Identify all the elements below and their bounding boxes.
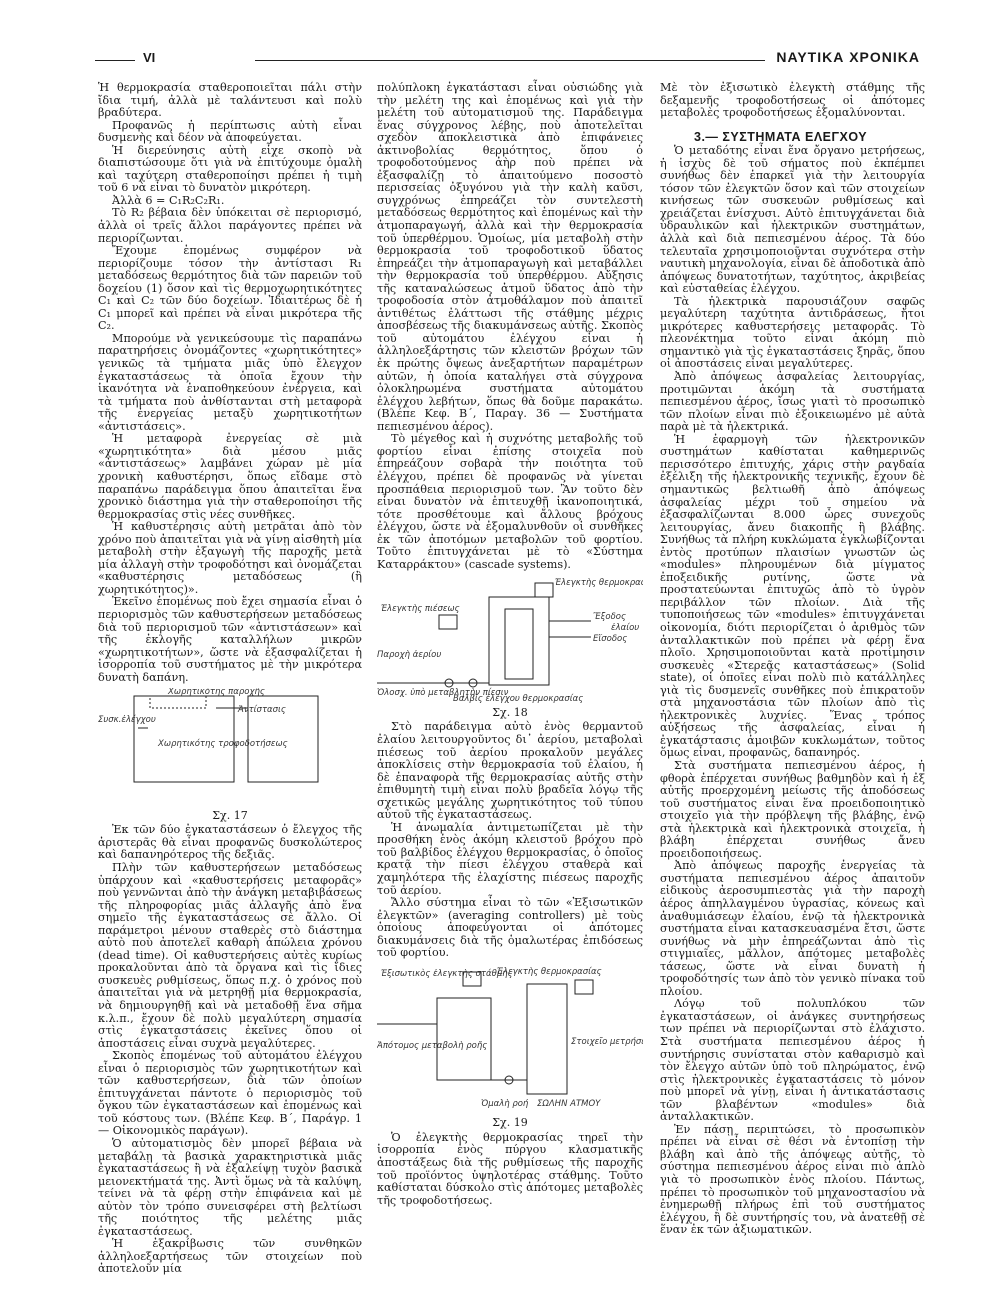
figure-19: [377, 964, 643, 1130]
fig18-label: Ὁλοσχ. ὑπὸ μεταβλητὴν πίεσιν: [377, 688, 509, 699]
fig18-label: ἐλαίου: [611, 623, 640, 634]
paragraph: Ἡ θερμοκρασία σταθεροποιεῖται πάλι στὴν ἴδια τιμή, ἀλλὰ μὲ ταλάντευσι καὶ πολὺ βραδύτερα.: [98, 81, 362, 120]
paragraph: Στὰ συστήματα πεπιεσμένου ἀέρος, ἡ φθορὰ ἐπέρχεται συνήθως βαθμηδὸν καὶ ἡ ἐξ αὐτῆς προερχομένη μείωσις τῆς ἀποδόσεως τοῦ συστήματος εἶναι ἕνα προειδοποιητικὸ στοιχεῖο γιὰ τὴν πρόβλεψη τῆς βλάβης, ἐνῷ στὰ ἠλεκτρικὰ καὶ ἠλεκτρονικὰ στοιχεῖα, ἡ βλάβη ἐπέρχεται συνήθως ἄνευ προειδοποιήσεως.: [660, 758, 925, 860]
paragraph: Ἡ ἐξακρίβωσις τῶν συνθηκῶν ἀλληλοεξαρτήσεως τῶν στοιχείων ποὺ ἀποτελοῦν μία: [98, 1237, 362, 1276]
column-1: [98, 82, 362, 1276]
figure-18: [377, 575, 643, 719]
paragraph: Λόγῳ τοῦ πολυπλόκου τῶν ἐγκαταστάσεων, οἱ ἀνάγκες συντηρήσεως των πρέπει νὰ περιορίζωνται στὸ ἐλάχιστο. Στὰ συστήματα πεπιεσμένου ἀέρος ἡ συντήρησις συνίσταται στὸν καθαρισμὸ καὶ τὸν ἔλεγχο αὐτῶν ὑπὸ τοῦ πληρώματος, ἐνῷ στὶς ἠλεκτρονικὲς ἐγκαταστάσεις τὸ μόνον ποὺ μπορεῖ νὰ γίνῃ, εἶναι ἡ ἀντικατάστασις τῶν βλαβέντων «modules» διὰ ἀνταλλακτικῶν.: [660, 997, 925, 1124]
paragraph: Ὁ μεταδότης εἶναι ἕνα ὄργανο μετρήσεως, ἡ ἰσχὺς δὲ τοῦ σήματος ποὺ ἐκπέμπει συνήθως δὲν ἐπαρκεῖ γιὰ τὴν λειτουργία τόσον τῶν ἐλεγκτῶν ὅσον καὶ τῶν στοιχείων κινήσεως τῶν συσκευῶν ρυθμίσεως καὶ χρειάζεται ἐνίσχυσι. Αὐτὸ ἐπιτυγχάνεται διὰ ὑδραυλικῶν καὶ ἠλεκτρικῶν συστημάτων, ἀλλὰ καὶ διὰ πεπιεσμένου ἀέρος. Τὰ δύο τελευταῖα χρησιμοποιοῦνται συχνότερα στὴν ναυτικὴ μηχανολογία, εἶναι δὲ ἀποδοτικὰ ἀπὸ ἀπόψεως δυνατοτήτων, ταχύτητος, ἀκριβείας καὶ εὐσταθείας ἐλέγχου.: [660, 144, 925, 296]
paragraph: Ὁ ἐλεγκτὴς θερμοκρασίας τηρεῖ τὴν ἰσορροπία ἑνὸς πύργου κλασματικῆς ἀποστάξεως διὰ τῆς ρυθμίσεως τῆς παροχῆς τοῦ προϊόντος ὑψηλοτέρας στάθμης. Τοῦτο καθίσταται δύσκολο στὶς ἀπότομες μεταβολὲς τῆς τροφοδοτήσεως.: [377, 1130, 643, 1207]
fig19-label: ΣΩΛΗΝ ΑΤΜΟΥ: [537, 1098, 601, 1109]
paragraph: Προφανῶς ἡ περίπτωσις αὐτὴ εἶναι δυσμενὴς καὶ δέον νὰ ἀποφεύγεται.: [98, 118, 362, 145]
paragraph: Ἀπὸ ἀπόψεως ἀσφαλείας λειτουργίας, προτιμῶνται ἀκόμη τὰ συστήματα πεπιεσμένου ἀέρος, ἴσως γιατὶ τὸ προσωπικὸ τῶν πλοίων εἶναι πιὸ ἐξοικειωμένο μὲ αὐτὰ παρὰ μὲ τὰ ἠλεκτρικά.: [660, 370, 925, 434]
paragraph: Ἐν πάσῃ περιπτώσει, τὸ προσωπικὸν πρέπει νὰ εἶναι σὲ θέσι νὰ ἐντοπίσῃ τὴν βλάβη καὶ ἀπὸ τῆς ἀπόψεως αὐτῆς, τὸ σύστημα πεπιεσμένου ἀέρος εἶναι πιὸ ἁπλὸ γιὰ τὸ προσωπικὸν ἑνὸς πλοίου. Πάντως, πρέπει τὸ προσωπικὸν τοῦ μηχανοστασίου νὰ ἐνημερωθῇ πλήρως ἐπὶ τοῦ συστήματος ἐλέγχου, ἢ δὲ συντήρησίς του, νὰ ἀνατεθῇ σὲ ἕναν ἐκ τῶν ἀξιωματικῶν.: [660, 1122, 925, 1237]
figure-17: [98, 688, 362, 822]
column-tower: [527, 984, 567, 1094]
figure-caption: Σχ. 17: [212, 808, 248, 822]
paragraph: Ἄλλο σύστημα εἶναι τὸ τῶν «Ἐξισωτικῶν ἐλεγκτῶν» (averaging controllers) μὲ τοὺς ὁποίους ἀποφεύγονται οἱ ἀπότομες διακυμάνσεις διὰ τῆς ὁμαλωτέρας ἐπιδόσεως τοῦ φορτίου.: [377, 896, 643, 960]
fig17-label: Χωρητικότης παροχῆς: [168, 688, 265, 698]
paragraph: Μὲ τὸν ἐξισωτικὸ ἐλεγκτὴ στάθμης τῆς δεξαμενῆς τροφοδοτήσεως οἱ ἀπότομες μεταβολὲς τροφοδοτήσεως ἐξομαλύνονται.: [660, 81, 925, 120]
paragraph: Ἀπὸ ἀπόψεως παροχῆς ἐνεργείας τὰ συστήματα πεπιεσμένου ἀέρος ἀπαιτοῦν εἰδικοὺς ἀεροσυμπιεστὰς γιὰ τὴν παροχὴ ἀέρος ἀπηλλαγμένου ὑγρασίας, κόνεως καὶ ἀναθυμιάσεων ἐλαίου, ἐνῷ τὰ ἠλεκτρονικὰ συστήματα εἶναι κατασκευασμένα ἔτσι, ὥστε συνήθως νὰ μὴν ἐπηρεάζωνται ἀπὸ τὶς στιγμιαῖες, μᾶλλον, ἀπότομες μεταβολὲς τάσεως, ὥστε νὰ εἶναι δυνατὴ ἡ τροφοδότησίς των ἀπὸ τὸν γενικὸ πίνακα τοῦ πλοίου.: [660, 859, 925, 998]
figure-19-diagram: [377, 964, 643, 1114]
paragraph: Ἡ ἐφαρμογὴ τῶν ἠλεκτρονικῶν συστημάτων καθίσταται καθημερινῶς περισσότερο ἐπιτυχής, χάρις στὴν ραγδαία ἐξέλιξη τῆς ἠλεκτρονικῆς τεχνικῆς, ἔχουν δὲ σημαντικῶς βελτιωθῆ ἀπὸ ἀπόψεως ἀσφαλείας μέχρι τοῦ σημείου νὰ ἐξασφαλίζωνται 8.000 ὧρες συνεχοῦς λειτουργίας, ἄνευ διακοπῆς ἢ βλάβης. Συνήθως τὰ πλήρη κυκλώματα ἐγκλωβίζονται ἐντὸς προτύπων πλαισίων γνωστῶν ὡς «modules» πληρουμένων διὰ μίγματος ἐποξειδικῆς ρυτίνης, ὥστε νὰ προστατεύωνται ἐπιτυχῶς ἀπὸ τὸ ὑγρὸν περιβάλλον τῶν πλοίων. Διὰ τῆς τυποποιήσεως τῶν «modules» ἐπιτυγχάνεται οἰκονομία, διότι περιορίζεται ὁ ἀριθμὸς τῶν ἀνταλλακτικῶν ποὺ πρέπει νὰ φέρῃ ἕνα πλοῖο. Χρησιμοποιοῦνται κατὰ προτίμησιν συσκευὲς «Στερεᾶς καταστάσεως» (Solid state), οἱ ὁποῖες εἶναι πολὺ πιὸ κατάλληλες γιὰ τὶς δυσμενεῖς συνθῆκες ποὺ ἐπικρατοῦν στὰ μηχανοστάσια τῶν πλοίων ἀπὸ τὶς ἠλεκτρονικὲς λυχνίες. Ἕνας τρόπος αὐξήσεως τῆς ἀσφαλείας, εἶναι ἡ ἐγκατάστασις ἀμοιβῶν κυκλωμάτων, τοῦτος ὅμως εἶναι, προφανῶς, δαπανηρός.: [660, 432, 925, 760]
pressure-controller: [439, 615, 457, 629]
fig18-label: Ἐλεγκτὴς θερμοκρα: [555, 578, 641, 589]
temp-controller: [575, 980, 593, 994]
header-rule-left: [95, 60, 135, 61]
figure-caption: Σχ. 19: [492, 1116, 528, 1130]
fig17-label: Ἀντίστασις: [238, 705, 286, 716]
column-2: [377, 82, 643, 1207]
fig19-label: Στοιχεῖο μετρήσ: [571, 1036, 642, 1047]
journal-title: ΝΑΥΤΙΚΑ ΧΡΟΝΙΚΑ: [776, 49, 920, 65]
fig19-label: Ἀπότομος μεταβολὴ ροῆς: [377, 1040, 488, 1051]
paragraph: Τὸ μέγεθος καὶ ἡ συχνότης μεταβολῆς τοῦ φορτίου εἶναι ἐπίσης στοιχεῖα ποὺ ἐπηρεάζουν σοβαρὰ τὴν ποιότητα τοῦ ἐλέγχου, πρέπει δὲ προφανῶς νὰ γίνεται προσπάθεια περιορισμοῦ των. Ἂν τοῦτο δὲν εἶναι δυνατὸν νὰ ἐπιτευχθῇ ἱκανοποιητικά, τότε προσθέτουμε καὶ ἄλλους βρόχους ἐλέγχου, ὥστε νὰ ἐξομαλυνθοῦν οἱ συνθῆκες ἐκ τῶν ἀποτόμων μεταβολῶν τοῦ φορτίου. Τοῦτο ἐπιτυγχάνεται μὲ τὸ «Σύστημα Καταρράκτου» (cascade systems).: [377, 432, 643, 571]
header-rule-right: [255, 60, 765, 61]
paragraph: Ἐκ τῶν δύο ἐγκαταστάσεων ὁ ἔλεγχος τῆς ἀριστερᾶς θὰ εἶναι προφανῶς δυσκολώτερος καὶ δαπανηρότερος τῆς δεξιᾶς.: [98, 823, 362, 862]
paragraph: Τὰ ἠλεκτρικὰ παρουσιάζουν σαφῶς μεγαλύτερη ταχύτητα ἀντιδράσεως, ἤτοι μικρότερες καθυστερήσεις μεταφορᾶς. Τὸ πλεονέκτημα τοῦτο εἶναι ἀκόμη πιὸ σημαντικὸ γιὰ τὶς ἐγκαταστάσεις ξηρᾶς, ὅπου οἱ ἀποστάσεις εἶναι μεγαλύτερες.: [660, 294, 925, 371]
running-header: [95, 48, 920, 74]
fig18-label: Ἔξοδος: [593, 612, 626, 623]
heater-coil: [505, 609, 533, 679]
figure-17-diagram: [98, 688, 362, 806]
page-number: VI: [143, 50, 156, 65]
paragraph: Πλὴν τῶν καθυστερήσεων μεταδόσεως ὑπάρχουν καὶ «καθυστερήσεις μεταφορᾶς» ποὺ γεννῶνται ἀπὸ τὴν ἀνάγκη μεταβιβάσεως τῆς πληροφορίας μιᾶς ἀλλαγῆς ἀπὸ ἕνα σημεῖο τῆς ἐγκαταστάσεως σὲ ἄλλο. Οἱ παράμετροι μένουν σταθερὲς στὸ διάστημα αὐτὸ ποὺ ἀποτελεῖ καθαρὴ ἀπώλεια χρόνου (dead time). Οἱ καθυστερήσεις αὐτὲς κυρίως προκαλοῦνται ἀπὸ τὰ ὄργανα καὶ τὶς ἴδιες συσκευὲς ρυθμίσεως, ὅπως π.χ. ὁ χρόνος ποὺ ἀπαιτεῖται γιὰ νὰ μετρηθῇ μία θερμοκρασία, νὰ δημιουργηθῇ καὶ νὰ μεταδοθῇ ἕνα σῆμα κ.λ.π., ἔχουν δὲ πολὺ μεγαλύτερη σημασία στὶς ἐγκαταστάσεις ἐκεῖνες ὅπου οἱ ἀποστάσεις εἶναι συχνὰ μεγαλύτερες.: [98, 860, 362, 1050]
paragraph: πολύπλοκη ἐγκατάστασι εἶναι οὐσιώδης γιὰ τὴν μελέτη της καὶ ἑπομένως καὶ γιὰ τὴν μελέτη τοῦ αὐτοματισμοῦ της. Παράδειγμα ἕνας σύγχρονος λέβης, ποὺ ἀποτελεῖται σχεδὸν ἀποκλειστικὰ ἀπὸ ἐπιφάνειες ἀκτινοβολίας θερμότητος, ὅπου ὁ τροφοδοτούμενος ἀὴρ ποὺ πρέπει νὰ ἐξασφαλίζῃ τὸ ἀπαιτούμενο ποσοστὸ περισσείας ὀξυγόνου γιὰ τὴν καλὴ καῦσι, συγχρόνως ἐπηρεάζει τὸν συντελεστὴ μεταδόσεως θερμότητος καὶ ἑπομένως καὶ τὴν ἀτμοπαραγωγή, ἀλλὰ καὶ τὴν θερμοκρασία τοῦ ὑπερθέρμου. Ὁμοίως, μία μεταβολὴ στὴν θερμοκρασία τοῦ τροφοδοτικοῦ ὕδατος ἐπηρεάζει τὴν ἀτμοπαραγωγὴ καὶ μεταβάλλει τὴν θερμοκρασία τοῦ ὑπερθέρμου. Αὔξησις τῆς καταναλώσεως ἀτμοῦ ὕδατος ἀπὸ τὴν τροφοδοσία στὸν ἀτμοθάλαμον ποὺ ἀπαιτεῖ ἀντιθέτως ἐλάττωσι τῆς στάθμης μέχρις ἀποσβέσεως τῆς διακυμάνσεως αὐτῆς. Σκοπὸς τοῦ αὐτομάτου ἐλέγχου εἶναι ἡ ἀλληλοεξάρτησις τῶν κλειστῶν βρόχων τῶν ἐκ πρώτης ὄψεως ἀνεξαρτήτων παραμέτρων αὐτῶν, ἡ ὁποία καταλήγει στὰ σύγχρονα ὁλοκληρωμένα συστήματα αὐτομάτου ἐλέγχου λεβήτων, ὅπως θὰ δοῦμε παρακάτω. (Βλέπε Κεφ. Β΄, Παραγ. 36 — Συστήματα πεπιεσμένου ἀέρος).: [377, 81, 643, 433]
fig17-label: Χωρητικότης τροφοδοτήσεως: [158, 739, 288, 750]
fig18-label: Παροχὴ ἀερίου: [377, 650, 442, 661]
temp-controller: [535, 583, 553, 597]
tank: [437, 998, 491, 1080]
paragraph: Ἔχουμε ἑπομένως συμφέρον νὰ περιορίζουμε τόσον τὴν ἀντίστασι R₁ μεταδόσεως θερμότητος διὰ τῶν παρειῶν τοῦ δοχείου (1) ὅσον καὶ τὶς θερμοχωρητικότητες C₁ καὶ C₂ τῶν δύο δοχείων. Ἰδιαιτέρως δὲ ἡ C₁ μπορεῖ καὶ πρέπει νὰ εἶναι μικρότερα τῆς C₂.: [98, 244, 362, 333]
paragraph: Τὸ R₂ βέβαια δὲν ὑπόκειται σὲ περιορισμό, ἀλλὰ οἱ τρεῖς ἄλλοι παράγοντες πρέπει νὰ περιορίζωνται.: [98, 206, 362, 245]
heater-body: [489, 597, 549, 685]
paragraph: Ἡ καθυστέρησις αὐτὴ μετρᾶται ἀπὸ τὸν χρόνο ποὺ ἀπαιτεῖται γιὰ νὰ γίνῃ αἰσθητὴ μία μεταβολὴ στὴν ἐξαγωγὴ τῆς παροχῆς μετὰ μία ἀλλαγὴ στὴν τροφοδότησι καὶ ὀνομάζεται «καθυστέρησις μεταδόσεως (ἢ χωρητικότητος)».: [98, 520, 362, 596]
figure-18-diagram: [377, 575, 643, 703]
fig18-label: Βαλβὶς ἐλέγχου θερμοκρασίας: [453, 694, 584, 704]
figure-caption: Σχ. 18: [492, 705, 528, 719]
paragraph: Στὸ παράδειγμα αὐτὸ ἑνὸς θερμαντοῦ ἐλαίου λειτουργοῦντος δι᾽ ἀερίου, μεταβολαὶ πιέσεως τοῦ ἀερίου προκαλοῦν μεγάλες ἀποκλίσεις στὴν θερμοκρασία τοῦ ἐλαίου, ἡ δὲ ἐπαναφορὰ τῆς θερμοκρασίας αὐτῆς στὴν ἐπιθυμητὴ τιμὴ εἶναι πολὺ βραδεῖα λόγῳ τῆς σχετικῶς μεγάλης χωρητικότητος τοῦ τύπου αὐτοῦ τῆς ἐγκαταστάσεως.: [377, 720, 643, 822]
paragraph: Ὁ αὐτοματισμὸς δὲν μπορεῖ βέβαια νὰ μεταβάλῃ τὰ βασικὰ χαρακτηριστικὰ μιᾶς ἐγκαταστάσεως ἢ νὰ ἐξαλείψῃ τυχὸν βασικὰ μειονεκτήματά της. Ἀντὶ ὅμως νὰ τὰ καλύψη, τείνει νὰ τὰ φέρῃ στὴν ἐπιφάνεια καὶ μὲ αὐτὸν τὸν τρόπο συνεισφέρει στὴ βελτίωσι τῆς ποιότητος τῆς μελέτης μιᾶς ἐγκαταστάσεως.: [98, 1137, 362, 1238]
fig18-label: Ἐλεγκτὴς πιέσεως: [381, 604, 460, 615]
fig19-label: Ἐξισωτικὸς ἐλεγκτὴς στάθμης: [381, 968, 513, 979]
paragraph: Ἐκεῖνο ἑπομένως ποὺ ἔχει σημασία εἶναι ὁ περιορισμὸς τῶν καθυστερήσεων μεταδόσεως διὰ τοῦ περιορισμοῦ τῶν «ἀντιστάσεων» καὶ τῆς ἐκλογῆς καταλλήλων μικρῶν «χωρητικοτήτων», ὥστε νὰ ἐξασφαλίζεται ἡ ἰσορροπία τοῦ συστήματος μὲ τὴν μικρότερα δυνατὴ δαπάνη.: [98, 595, 362, 684]
paragraph: Μπορούμε νὰ γενικεύσουμε τὶς παραπάνω παρατηρήσεις ὀνομάζοντες «χωρητικότητες» γενικῶς τὰ τμήματα μιᾶς ὑπὸ ἔλεγχον ἐγκαταστάσεως τὰ ὁποῖα ἔχουν τὴν ἱκανότητα νὰ ἐναποθηκεύουν ἐνέργεια, καὶ τὰ τμήματα ποὺ ἀνθίστανται στὴ μεταφορὰ τῆς ἐνεργείας μεταξὺ χωρητικοτήτων «ἀντιστάσεις».: [98, 331, 362, 433]
fig18-label: Εἴσοδος: [593, 634, 628, 645]
paragraph: Ἡ διερεύνησις αὐτὴ εἶχε σκοπὸ νὰ διαπιστώσουμε ὅτι γιὰ νὰ ἐπιτύχουμε ὁμαλὴ καὶ ταχύτερη σταθεροποίησι πρέπει ἡ τιμὴ τοῦ 6 νὰ εἶναι τὸ δυνατὸν μικρότερη.: [98, 143, 362, 195]
paragraph: Σκοπὸς ἑπομένως τοῦ αὐτομάτου ἐλέγχου εἶναι ὁ περιορισμὸς τῶν χωρητικοτήτων καὶ τῶν καθυστερήσεων, διὰ τῶν ὁποίων ἐπιτυγχάνεται πάντοτε ὁ περιορισμὸς τοῦ ὄγκου τῶν ἐγκαταστάσεων καὶ ἑπομένως καὶ τοῦ κόστους των. (Βλέπε Κεφ. Β΄, Παράγρ. 1 — Οἰκονομικὸς παράγων).: [98, 1049, 362, 1138]
capacity-band: [150, 696, 206, 708]
fig19-label: Ἐλεγκτὴς θερμοκρασίας: [497, 966, 602, 977]
section-heading: 3.— ΣΥΣΤΗΜΑΤΑ ΕΛΕΓΧΟΥ: [694, 129, 868, 144]
paragraph: Ἡ ἀνωμαλία ἀντιμετωπίζεται μὲ τὴν προσθήκη ἑνὸς ἀκόμη κλειστοῦ βρόχου πρὸ τοῦ βαλβίδος ἐλέγχου θερμοκρασίας, ὁ ὁποῖος κρατᾷ τὴν πίεσι ἐλέγχου σταθερὰ καὶ χαμηλότερα τῆς ἐλαχίστης πιέσεως παροχῆς τοῦ ἀερίου.: [377, 820, 643, 897]
paragraph: Ἡ μεταφορὰ ἐνεργείας σὲ μιὰ «χωρητικότητα» διὰ μέσου μιᾶς «ἀντιστάσεως» λαμβάνει χώραν μὲ μία χρονικὴ καθυστέρησι, ὅπως εἴδαμε στὸ παραπάνω παράδειγμα ὅπου ἀπαιτεῖται ἕνα χρονικὸ διάστημα γιὰ τὴν σταθεροποίησι τῆς θερμοκρασίας στὶς νέες συνθῆκες.: [98, 432, 362, 521]
column-3: [660, 82, 925, 1237]
fig19-label: Ὁμαλὴ ροή: [481, 1098, 529, 1109]
fig17-label: Συσκ.ἐλέγχου: [98, 715, 156, 726]
paragraph: Ἀλλὰ 6 = C₁R₂C₂R₁.: [112, 193, 225, 207]
